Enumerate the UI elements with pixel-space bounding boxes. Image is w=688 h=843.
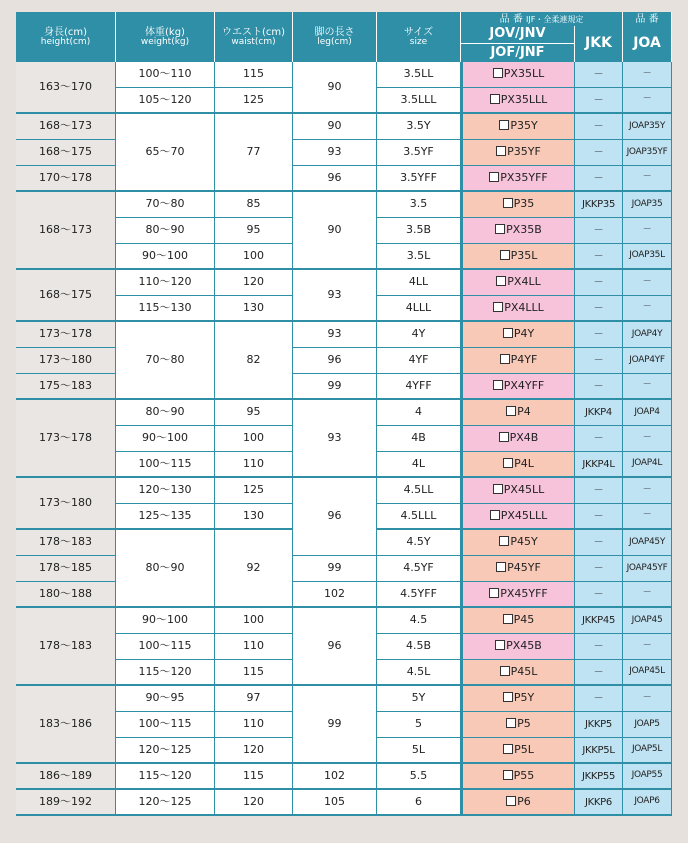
table-row [16, 478, 672, 504]
product-number-text: P4YF [510, 353, 538, 367]
jov-product-number-cell [461, 244, 575, 270]
size-cell: 4.5L [377, 660, 461, 686]
waist-cell: 92 [215, 530, 293, 608]
jkk-code-cell: － [575, 166, 623, 192]
joa-code-cell: － [623, 426, 672, 452]
height-cell: 180～188 [16, 582, 116, 608]
table-row [16, 322, 672, 348]
weight-cell: 115～120 [116, 764, 215, 790]
joa-code-cell: － [623, 218, 672, 244]
size-cell: 5L [377, 738, 461, 764]
joa-code-cell: － [623, 296, 672, 322]
height-header: 身長(cm) height(cm) [16, 12, 116, 62]
leg-cell: 105 [293, 790, 377, 816]
waist-cell: 97 [215, 686, 293, 712]
waist-cell: 77 [215, 114, 293, 192]
joa-code-cell: JOAP5L [623, 738, 672, 764]
joa-code-cell: － [623, 270, 672, 296]
jov-product-number-cell [461, 504, 575, 530]
joa-code-cell: － [623, 88, 672, 114]
weight-cell: 100～115 [116, 452, 215, 478]
jov-product-number-cell [461, 62, 575, 88]
waist-cell: 120 [215, 738, 293, 764]
weight-cell: 80～90 [116, 400, 215, 426]
product-number-text: PX35B [506, 223, 542, 237]
table-header [16, 12, 672, 62]
table-body [16, 62, 672, 816]
weight-cell: 65～70 [116, 114, 215, 192]
leg-cell: 90 [293, 62, 377, 114]
leg-cell: 93 [293, 400, 377, 478]
product-number-text: PX4LLL [504, 300, 544, 314]
checkbox-square-icon [496, 276, 506, 286]
weight-cell: 80～90 [116, 218, 215, 244]
size-cell: 4LL [377, 270, 461, 296]
joa-code-cell: JOAP4YF [623, 348, 672, 374]
jov-product-number-cell [461, 166, 575, 192]
product-number-group-header: 品 番 IJF・全柔連規定 [461, 12, 623, 26]
checkbox-square-icon [500, 354, 510, 364]
jov-product-number-cell [461, 374, 575, 400]
table-row [16, 790, 672, 816]
jkk-code-cell: － [575, 426, 623, 452]
leg-cell: 102 [293, 764, 377, 790]
checkbox-square-icon [496, 562, 506, 572]
leg-cell: 93 [293, 270, 377, 322]
jkk-code-cell: － [575, 114, 623, 140]
checkbox-square-icon [503, 692, 513, 702]
table-row [16, 62, 672, 88]
height-cell: 163～170 [16, 62, 116, 114]
checkbox-square-icon [489, 588, 499, 598]
weight-cell: 100～115 [116, 712, 215, 738]
leg-cell: 96 [293, 608, 377, 686]
checkbox-square-icon [503, 328, 513, 338]
size-cell: 3.5LLL [377, 88, 461, 114]
table-row [16, 348, 672, 374]
size-cell: 4.5B [377, 634, 461, 660]
size-cell: 4.5YF [377, 556, 461, 582]
checkbox-square-icon [503, 458, 513, 468]
height-cell: 186～189 [16, 764, 116, 790]
table-row [16, 686, 672, 712]
jkk-code-cell: － [575, 140, 623, 166]
jkk-code-cell: JKKP45 [575, 608, 623, 634]
leg-cell: 96 [293, 348, 377, 374]
joa-code-cell: － [623, 374, 672, 400]
jkk-code-cell: JKKP5 [575, 712, 623, 738]
table-row [16, 400, 672, 426]
height-cell: 168～173 [16, 192, 116, 270]
size-cell: 3.5YFF [377, 166, 461, 192]
size-cell: 3.5LL [377, 62, 461, 88]
waist-cell: 125 [215, 88, 293, 114]
jkk-code-cell: － [575, 296, 623, 322]
jkk-code-cell: － [575, 504, 623, 530]
product-number-text: P5Y [513, 691, 535, 705]
size-cell: 6 [377, 790, 461, 816]
waist-cell: 100 [215, 244, 293, 270]
waist-cell: 130 [215, 504, 293, 530]
weight-cell: 90～100 [116, 244, 215, 270]
height-cell: 173～180 [16, 478, 116, 530]
waist-cell: 110 [215, 634, 293, 660]
checkbox-square-icon [499, 120, 509, 130]
jkk-code-cell: － [575, 218, 623, 244]
checkbox-square-icon [499, 536, 509, 546]
weight-cell: 80～90 [116, 530, 215, 608]
size-cell: 5Y [377, 686, 461, 712]
weight-cell: 70～80 [116, 192, 215, 218]
jov-product-number-cell [461, 218, 575, 244]
leg-cell: 90 [293, 114, 377, 140]
jov-product-number-cell [461, 140, 575, 166]
joa-code-cell: JOAP45 [623, 608, 672, 634]
weight-cell: 125～135 [116, 504, 215, 530]
checkbox-square-icon [506, 406, 516, 416]
product-number-text: P45YF [507, 561, 541, 575]
checkbox-square-icon [496, 146, 506, 156]
height-cell: 173～178 [16, 400, 116, 478]
size-cell: 4LLL [377, 296, 461, 322]
weight-cell: 110～120 [116, 270, 215, 296]
height-cell: 173～178 [16, 322, 116, 348]
weight-cell: 90～95 [116, 686, 215, 712]
joa-code-cell: JOAP35YF [623, 140, 672, 166]
jov-product-number-cell [461, 192, 575, 218]
jkk-code-cell: － [575, 322, 623, 348]
waist-cell: 125 [215, 478, 293, 504]
joa-group-header: 品 番 [623, 12, 672, 26]
weight-cell: 120～130 [116, 478, 215, 504]
jkk-code-cell: － [575, 634, 623, 660]
table-row [16, 582, 672, 608]
jov-product-number-cell [461, 608, 575, 634]
height-cell: 178～185 [16, 556, 116, 582]
joa-code-cell: － [623, 686, 672, 712]
leg-cell: 99 [293, 556, 377, 582]
jov-product-number-cell [461, 764, 575, 790]
size-header: サイズ size [377, 12, 461, 62]
checkbox-square-icon [503, 198, 513, 208]
product-number-text: PX45LL [503, 483, 545, 497]
weight-cell: 105～120 [116, 88, 215, 114]
jov-product-number-cell [461, 660, 575, 686]
height-cell: 170～178 [16, 166, 116, 192]
table-row [16, 374, 672, 400]
table-row [16, 270, 672, 296]
jov-product-number-cell [461, 790, 575, 816]
checkbox-square-icon [503, 770, 513, 780]
size-cell: 4.5LLL [377, 504, 461, 530]
product-number-text: P35 [513, 197, 535, 211]
product-number-text: P6 [517, 794, 531, 808]
waist-cell: 95 [215, 400, 293, 426]
size-cell: 4YF [377, 348, 461, 374]
waist-cell: 130 [215, 296, 293, 322]
joa-code-cell: JOAP45YF [623, 556, 672, 582]
jkk-code-cell: JKKP6 [575, 790, 623, 816]
product-number-text: PX35LLL [500, 92, 548, 106]
checkbox-square-icon [495, 640, 505, 650]
height-cell: 178～183 [16, 608, 116, 686]
leg-cell: 99 [293, 686, 377, 764]
joa-code-cell: JOAP4L [623, 452, 672, 478]
checkbox-square-icon [493, 380, 503, 390]
waist-cell: 115 [215, 764, 293, 790]
jkk-code-cell: JKKP5L [575, 738, 623, 764]
size-cell: 4B [377, 426, 461, 452]
waist-header: ウエスト(cm) waist(cm) [215, 12, 293, 62]
joa-code-cell: － [623, 166, 672, 192]
product-number-text: PX4YFF [503, 378, 545, 392]
waist-cell: 100 [215, 608, 293, 634]
joa-code-cell: JOAP55 [623, 764, 672, 790]
jkk-code-cell: － [575, 270, 623, 296]
leg-header: 脚の長さ leg(cm) [293, 12, 377, 62]
size-cell: 4YFF [377, 374, 461, 400]
waist-cell: 120 [215, 270, 293, 296]
jov-product-number-cell [461, 634, 575, 660]
product-number-text: P5 [517, 717, 531, 731]
joa-code-cell: JOAP45L [623, 660, 672, 686]
height-cell: 178～183 [16, 530, 116, 556]
product-number-text: P35L [510, 248, 538, 262]
jov-product-number-cell [461, 686, 575, 712]
joa-code-cell: JOAP5 [623, 712, 672, 738]
jkk-code-cell: － [575, 62, 623, 88]
product-number-text: P35YF [507, 145, 541, 159]
jov-product-number-cell [461, 478, 575, 504]
jkk-code-cell: － [575, 556, 623, 582]
waist-cell: 110 [215, 452, 293, 478]
product-number-text: P35Y [510, 119, 538, 133]
table-row [16, 140, 672, 166]
jov-product-number-cell [461, 296, 575, 322]
product-number-text: PX45B [506, 639, 542, 653]
table-row [16, 192, 672, 218]
checkbox-square-icon [490, 510, 500, 520]
product-number-text: PX35LL [503, 67, 545, 81]
waist-cell: 120 [215, 790, 293, 816]
size-cell: 3.5Y [377, 114, 461, 140]
size-cell: 3.5YF [377, 140, 461, 166]
product-number-text: P45Y [510, 535, 538, 549]
table-row [16, 166, 672, 192]
leg-cell: 96 [293, 166, 377, 192]
waist-cell: 82 [215, 322, 293, 400]
leg-cell: 90 [293, 192, 377, 270]
checkbox-square-icon [489, 172, 499, 182]
jov-product-number-cell [461, 556, 575, 582]
product-number-text: PX4B [509, 431, 539, 445]
jkk-code-cell: － [575, 660, 623, 686]
weight-cell: 120～125 [116, 790, 215, 816]
joa-code-cell: JOAP35Y [623, 114, 672, 140]
weight-cell: 115～120 [116, 660, 215, 686]
jkk-code-cell: － [575, 530, 623, 556]
size-cell: 5 [377, 712, 461, 738]
checkbox-square-icon [506, 796, 516, 806]
size-cell: 4.5 [377, 608, 461, 634]
leg-cell: 93 [293, 140, 377, 166]
joa-code-cell: － [623, 504, 672, 530]
jkk-code-cell: JKKP35 [575, 192, 623, 218]
waist-cell: 100 [215, 426, 293, 452]
product-number-text: P5L [514, 742, 534, 756]
jof-header: JOF/JNF [461, 43, 575, 62]
weight-cell: 90～100 [116, 608, 215, 634]
jkk-code-cell: － [575, 88, 623, 114]
jov-product-number-cell [461, 452, 575, 478]
jkk-code-cell: － [575, 348, 623, 374]
leg-cell: 99 [293, 374, 377, 400]
checkbox-square-icon [500, 250, 510, 260]
checkbox-square-icon [495, 224, 505, 234]
waist-cell: 115 [215, 62, 293, 88]
jkk-code-cell: － [575, 582, 623, 608]
height-cell: 168～173 [16, 114, 116, 140]
height-cell: 183～186 [16, 686, 116, 764]
checkbox-square-icon [500, 666, 510, 676]
jkk-header: JKK [575, 26, 623, 62]
jov-product-number-cell [461, 712, 575, 738]
checkbox-square-icon [503, 614, 513, 624]
table-row [16, 608, 672, 634]
jov-product-number-cell [461, 582, 575, 608]
size-cell: 3.5L [377, 244, 461, 270]
product-number-text: PX35YFF [500, 170, 548, 184]
leg-cell: 93 [293, 322, 377, 348]
weight-cell: 70～80 [116, 322, 215, 400]
joa-header: JOA [623, 26, 672, 62]
jov-product-number-cell [461, 322, 575, 348]
weight-cell: 90～100 [116, 426, 215, 452]
size-cell: 4 [377, 400, 461, 426]
jov-product-number-cell [461, 738, 575, 764]
weight-cell: 115～130 [116, 296, 215, 322]
checkbox-square-icon [493, 68, 503, 78]
jov-product-number-cell [461, 426, 575, 452]
checkbox-square-icon [503, 744, 513, 754]
joa-code-cell: － [623, 62, 672, 88]
height-cell: 173～180 [16, 348, 116, 374]
jkk-code-cell: － [575, 244, 623, 270]
jov-header: JOV/JNV [461, 26, 575, 43]
table-row [16, 764, 672, 790]
product-number-text: PX45YFF [500, 586, 548, 600]
checkbox-square-icon [490, 94, 500, 104]
checkbox-square-icon [493, 484, 503, 494]
size-cell: 3.5 [377, 192, 461, 218]
leg-cell: 102 [293, 582, 377, 608]
height-cell: 168～175 [16, 140, 116, 166]
weight-cell: 100～110 [116, 62, 215, 88]
waist-cell: 110 [215, 712, 293, 738]
size-cell: 4.5YFF [377, 582, 461, 608]
jkk-code-cell: － [575, 686, 623, 712]
joa-code-cell: JOAP35L [623, 244, 672, 270]
product-number-text: P55 [513, 768, 535, 782]
waist-cell: 115 [215, 660, 293, 686]
size-table [16, 12, 672, 816]
weight-header: 体重(kg) weight(kg) [116, 12, 215, 62]
product-number-text: PX4LL [507, 275, 541, 289]
joa-code-cell: JOAP4 [623, 400, 672, 426]
size-cell: 4.5LL [377, 478, 461, 504]
product-number-text: P45 [513, 613, 535, 627]
height-cell: 189～192 [16, 790, 116, 816]
joa-code-cell: JOAP4Y [623, 322, 672, 348]
joa-code-cell: JOAP45Y [623, 530, 672, 556]
weight-cell: 120～125 [116, 738, 215, 764]
jkk-code-cell: － [575, 478, 623, 504]
joa-code-cell: JOAP35 [623, 192, 672, 218]
jkk-code-cell: JKKP4L [575, 452, 623, 478]
product-number-text: PX45LLL [500, 508, 548, 522]
jkk-code-cell: JKKP55 [575, 764, 623, 790]
waist-cell: 95 [215, 218, 293, 244]
product-number-text: P4Y [513, 327, 535, 341]
size-cell: 4.5Y [377, 530, 461, 556]
size-cell: 4Y [377, 322, 461, 348]
jkk-code-cell: － [575, 374, 623, 400]
checkbox-square-icon [493, 302, 503, 312]
height-cell: 168～175 [16, 270, 116, 322]
product-number-text: P45L [510, 664, 538, 678]
jov-product-number-cell [461, 88, 575, 114]
leg-cell: 96 [293, 478, 377, 556]
height-cell: 175～183 [16, 374, 116, 400]
table-row [16, 114, 672, 140]
size-cell: 5.5 [377, 764, 461, 790]
checkbox-square-icon [499, 432, 509, 442]
weight-cell: 100～115 [116, 634, 215, 660]
size-cell: 3.5B [377, 218, 461, 244]
jov-product-number-cell [461, 348, 575, 374]
waist-cell: 85 [215, 192, 293, 218]
jov-product-number-cell [461, 530, 575, 556]
jov-product-number-cell [461, 270, 575, 296]
jov-product-number-cell [461, 114, 575, 140]
checkbox-square-icon [506, 718, 516, 728]
joa-code-cell: JOAP6 [623, 790, 672, 816]
joa-code-cell: － [623, 634, 672, 660]
jov-product-number-cell [461, 400, 575, 426]
joa-code-cell: － [623, 478, 672, 504]
product-number-text: P4L [514, 456, 534, 470]
product-number-text: P4 [517, 405, 531, 419]
table-row [16, 556, 672, 582]
size-cell: 4L [377, 452, 461, 478]
joa-code-cell: － [623, 582, 672, 608]
jkk-code-cell: JKKP4 [575, 400, 623, 426]
